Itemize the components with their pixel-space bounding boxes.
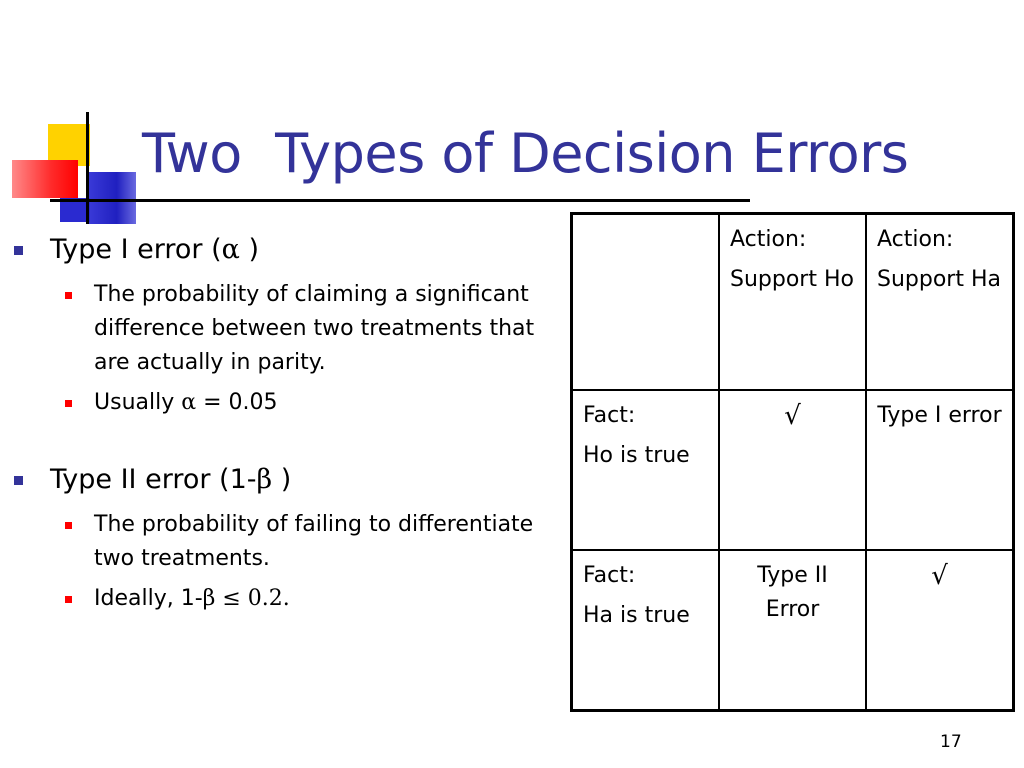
square-bullet-icon	[65, 596, 72, 603]
bullet-type2	[12, 462, 552, 498]
square-bullet-icon	[65, 522, 72, 529]
type2-definition-text: The probability of failing to differentiate two treatments.	[94, 512, 534, 571]
page-number: 17	[940, 732, 962, 752]
bullet-type1-usual	[12, 386, 552, 420]
square-bullet-icon	[65, 292, 72, 299]
header-support-ha	[866, 214, 1014, 391]
table-row-ha-true	[572, 550, 1014, 711]
bullet-type1	[12, 232, 552, 268]
type1-definition-text: The probability of claiming a significant difference between two treatments that are actually in parity.	[94, 282, 535, 375]
type1-error-cell: Type I error	[866, 390, 1014, 550]
header-support-ha-text: Support Ha	[877, 267, 1001, 292]
checkmark-icon: √	[931, 561, 948, 591]
fact-ho-true-text: Ho is true	[583, 443, 690, 468]
correct-decision-cell	[719, 390, 866, 550]
type1-usual-suffix: = 0.05	[196, 390, 278, 415]
type2-label-suffix: )	[272, 464, 292, 495]
header-support-ho-text: Support Ho	[730, 267, 854, 292]
type2-error-cell: Type II Error	[719, 550, 866, 711]
alpha-symbol: α	[221, 234, 240, 265]
fact-ha-true-text: Ha is true	[583, 603, 690, 628]
square-bullet-icon	[14, 246, 23, 255]
beta-expression: β ≤ 0.2.	[202, 586, 290, 611]
bullet-type1-definition	[12, 278, 552, 380]
title-underline	[50, 199, 750, 202]
header-action-label: Action:	[877, 227, 954, 252]
alpha-symbol: α	[181, 390, 197, 415]
title-underline-wrapper	[0, 0, 1024, 240]
beta-symbol: β	[256, 464, 273, 495]
type1-label-suffix: )	[239, 234, 259, 265]
type1-label-prefix: Type I error (	[50, 234, 222, 265]
bullet-type2-definition	[12, 508, 552, 576]
fact-ha-cell	[572, 550, 720, 711]
square-bullet-icon	[14, 476, 23, 485]
fact-label: Fact:	[583, 563, 636, 588]
checkmark-icon: √	[784, 401, 801, 431]
fact-ho-cell	[572, 390, 720, 550]
slide-title: Two Types of Decision Errors	[142, 122, 909, 185]
table-row-ho-true	[572, 390, 1014, 550]
type2-label-prefix: Type II error (1-	[50, 464, 257, 495]
header-action-label: Action:	[730, 227, 807, 252]
header-support-ho	[719, 214, 866, 391]
bullet-list	[12, 232, 552, 616]
decision-error-table	[570, 212, 1015, 712]
table-corner-cell	[572, 214, 720, 391]
type2-ideal-prefix: Ideally, 1-	[94, 586, 203, 611]
table-header-row	[572, 214, 1014, 391]
correct-decision-cell	[866, 550, 1014, 711]
bullet-type2-ideal	[12, 582, 552, 616]
type1-usual-prefix: Usually	[94, 390, 182, 415]
square-bullet-icon	[65, 400, 72, 407]
fact-label: Fact:	[583, 403, 636, 428]
